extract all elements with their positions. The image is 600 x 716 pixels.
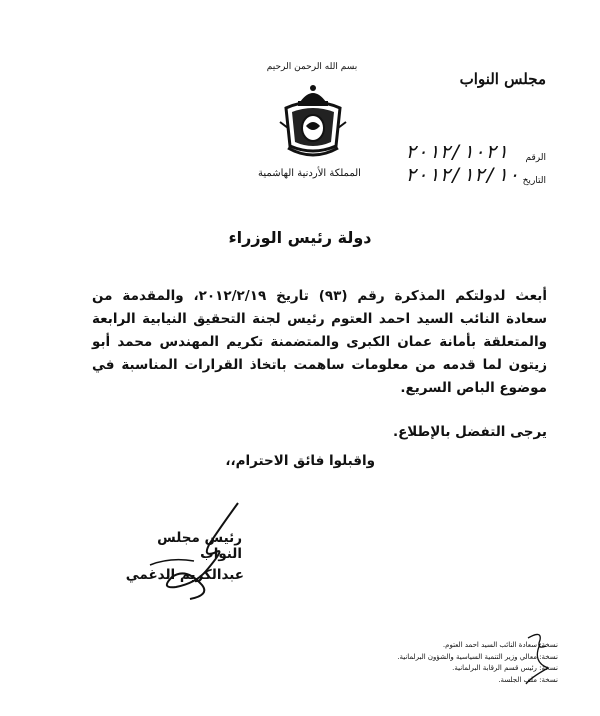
date-label: التاريخ [522, 176, 546, 186]
copy-line: نسخة: رئيس قسم الرقابة البرلمانية. [452, 664, 558, 672]
basmala: بسم الله الرحمن الرحيم [266, 62, 358, 72]
copy-line: نسخة: ملف الجلسة. [498, 675, 558, 684]
signatory-title: رئيس مجلس النواب [157, 530, 242, 562]
council-name: مجلس النواب [459, 70, 546, 88]
copy-line: نسخة: سعادة النائب السيد احمد العتوم. [442, 641, 558, 649]
coat-of-arms-emblem [278, 82, 348, 162]
handwritten-initials [518, 628, 558, 688]
handwritten-signature [110, 495, 260, 605]
letter-body-paragraph: أبعث لدولتكم المذكرة رقم (٩٣) تاريخ ٢٠١٢/٢/١٩، والمقدمة من سعادة النائب السيد احمد العتوم رئيس لجنة التحقيق النيابية الرابعة والمتعلقة بأمانة عمان الكبرى والمتضمنة تكريم المهندس محمد أبو زيتون لما قدمه من معلومات ساهمت باتخاذ القرارات المناسبة في موضوع الباص السريع. [92, 288, 547, 396]
copy-line: نسخة: معالي وزير التنمية السياسية والشؤون البرلمانية. [397, 652, 558, 661]
reference-label: الرقم [525, 153, 546, 163]
signatory-name: عبدالكريم الدغمي [125, 567, 244, 583]
request-line: يرجى التفضل بالإطلاع. [392, 424, 547, 440]
closing-line: واقبلوا فائق الاحترام،، [225, 453, 375, 469]
kingdom-name: المملكة الأردنية الهاشمية [258, 168, 361, 179]
recipient-line: دولة رئيس الوزراء [228, 228, 372, 247]
reference-number: ٢٠١٢/١٠٢١ [405, 141, 508, 163]
date-value: ٢٠١٢/١٢/١٠ [405, 164, 520, 186]
